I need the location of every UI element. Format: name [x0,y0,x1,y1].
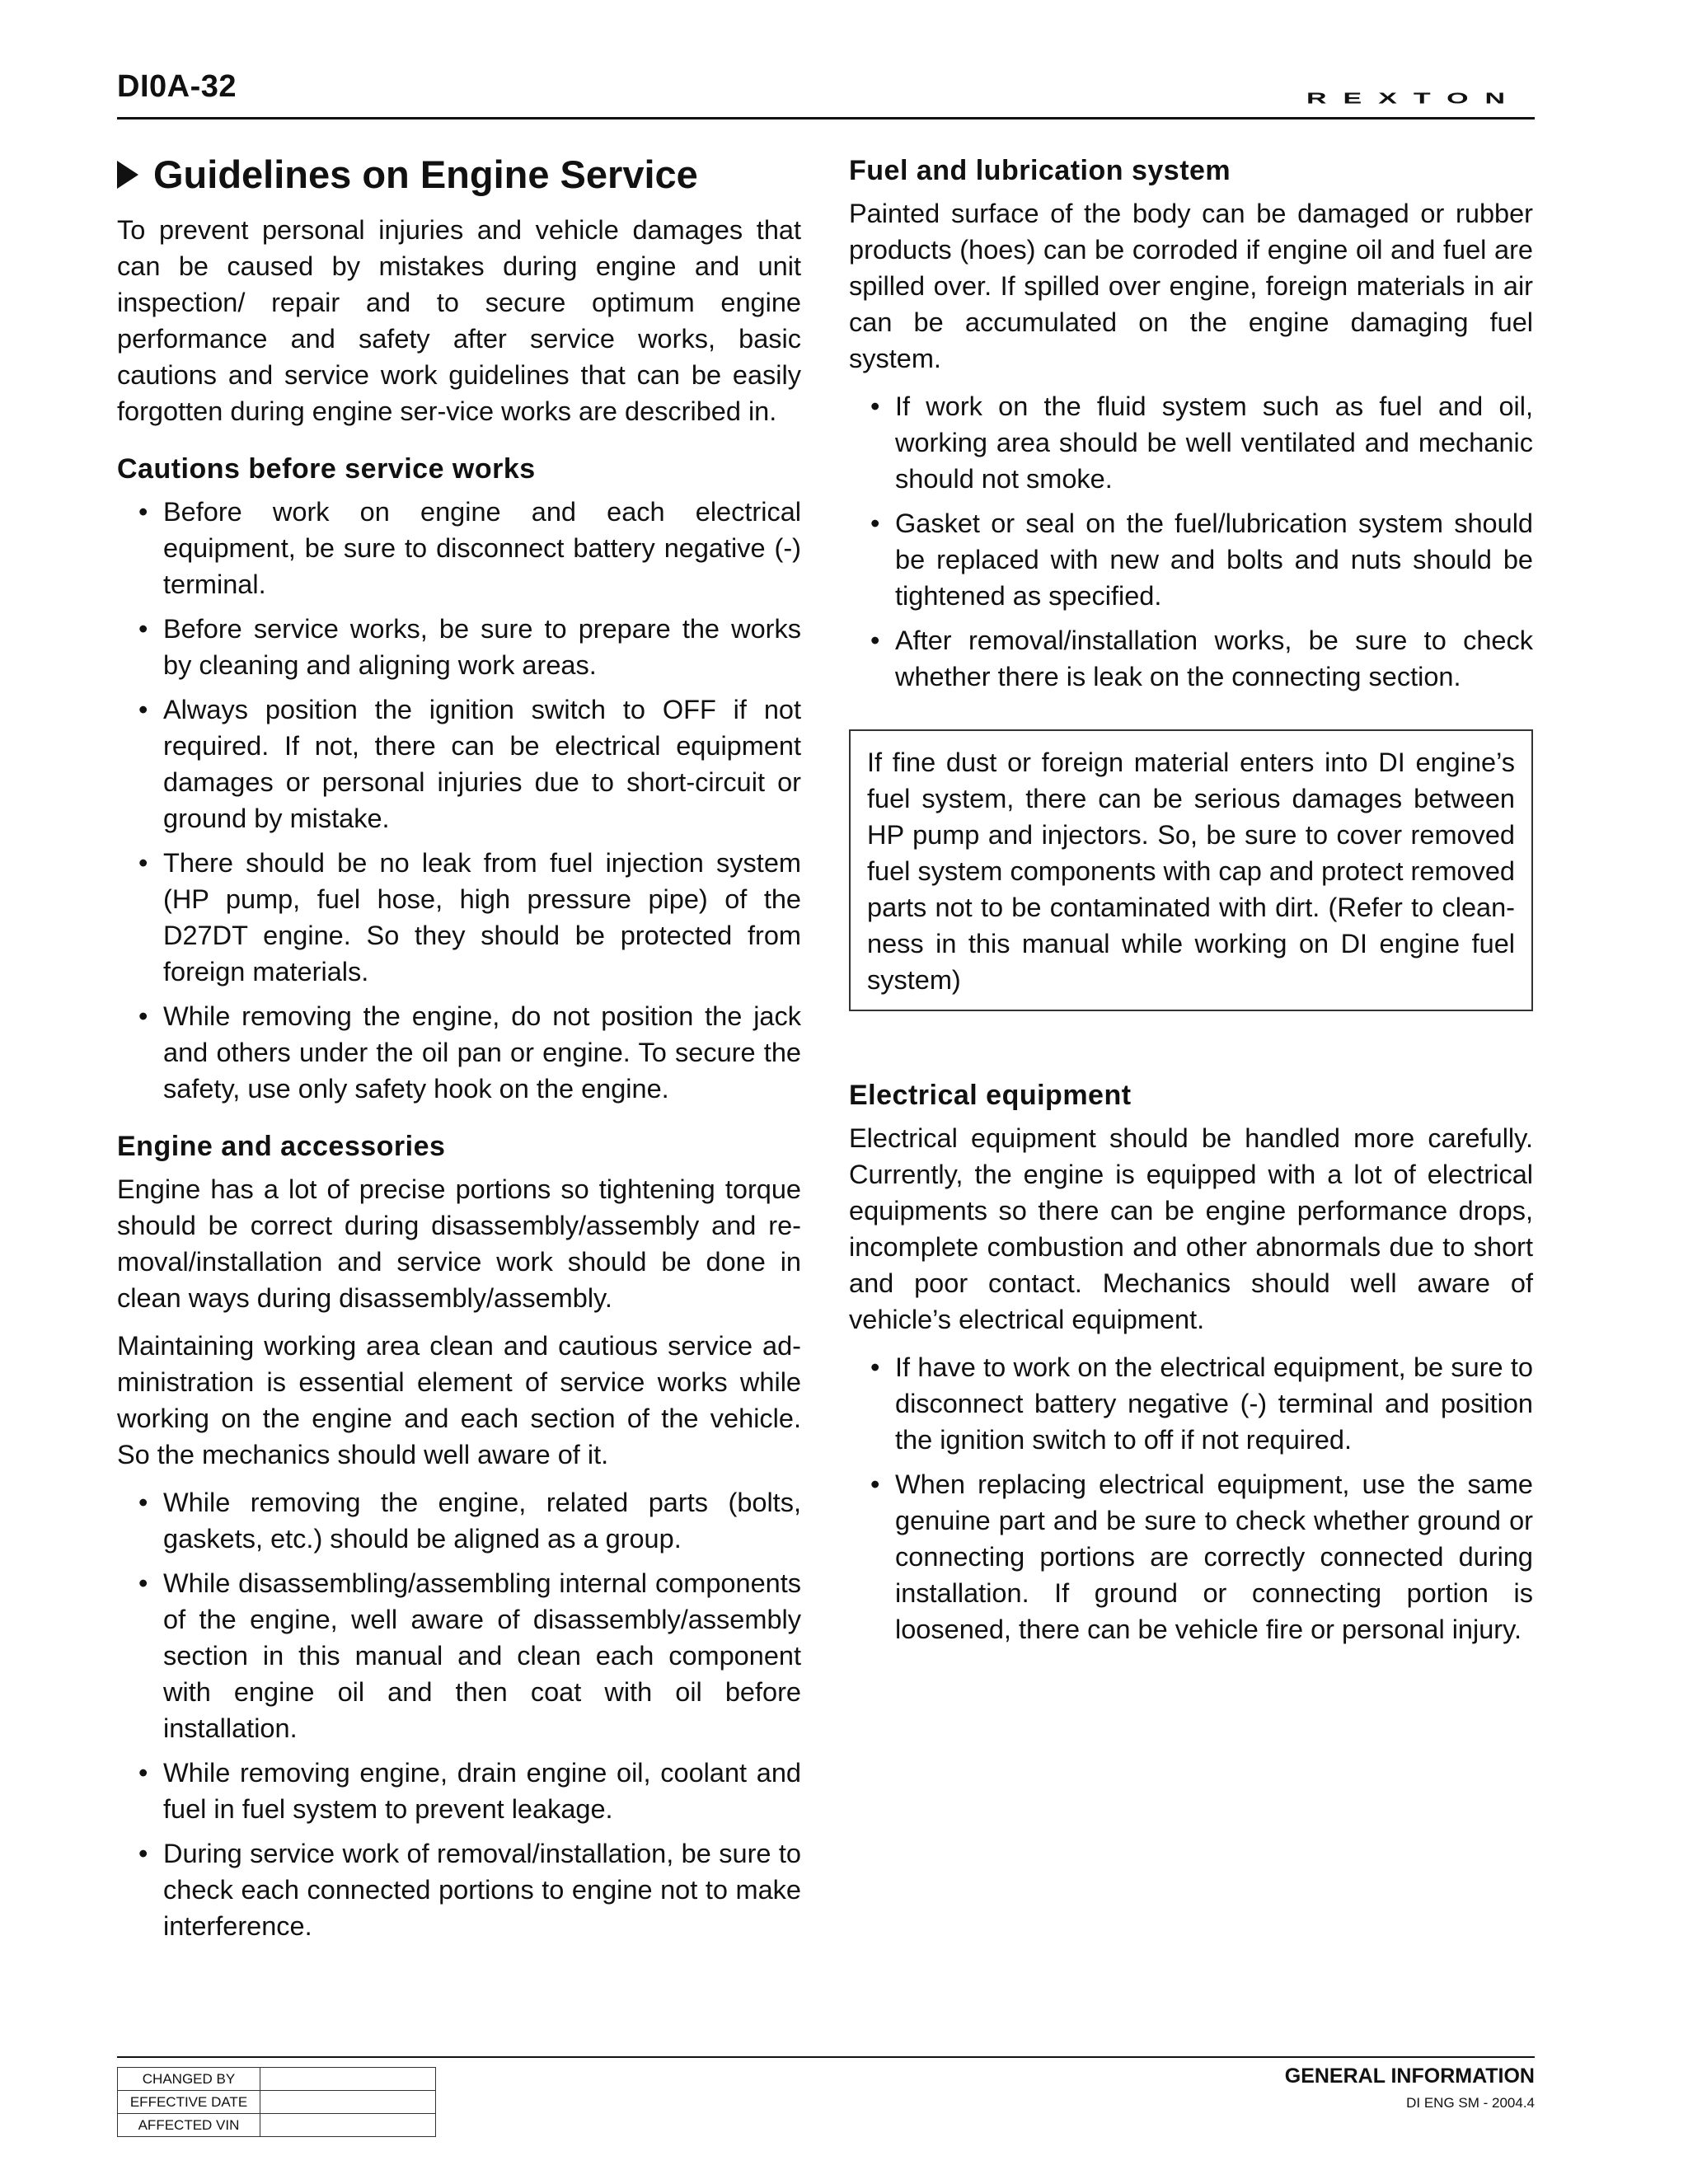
list-item: • Before service works, be sure to prepare the works by cleaning and aligning work areas. [163,611,801,683]
list-item: • Always position the ignition switch to OFF if not required. If not, there can be electrical equipment damages or personal injuries due to short-circuit or ground by mistake. [163,691,801,837]
note-box [849,729,1533,1011]
changed-by-label: CHANGED BY [118,2068,260,2091]
list-item: • When replacing electrical equipment, use the same genuine part and be sure to check whether ground or connecting portions are correctly connected during installation. If ground or connecting portion is loosened, there can be vehicle fire or personal injury. [895,1466,1533,1647]
list-item: • There should be no leak from fuel injection system (HP pump, fuel hose, high pressure pipe) of the D27DT engine. So they should be protected from foreign materials. [163,845,801,990]
affected-vin-label: AFFECTED VIN [118,2114,260,2137]
electrical-heading: Electrical equipment [849,1080,1132,1111]
left-column [117,152,801,1952]
note-text: If fine dust or foreign material enters into DI engine’s fuel system, there can be serious damages between HP pump and injectors. So, be sure to cover removed fuel system components with cap and protect removed parts not to be contaminated with dirt. (Refer to clean-ness in this manual while working on DI engine fuel system) [867,748,1515,995]
cautions-heading: Cautions before service works [117,453,536,485]
footer-rule [117,2056,1535,2058]
play-arrow-icon [117,161,138,189]
list-item: • While removing engine, drain engine oil, coolant and fuel in fuel system to prevent leakage. [163,1755,801,1827]
affected-vin-value [260,2114,436,2137]
right-column [849,152,1533,1656]
cautions-list [117,494,801,1107]
electrical-paragraph: Electrical equipment should be handled more carefully. Currently, the engine is equipped with a lot of electrical equipments so there can be engine performance drops, incomplete combustion and other abnormals due to short and poor contact. Mechanics should well aware of vehicle’s electrical equipment. [849,1123,1533,1334]
table-row [118,2091,436,2114]
fuel-heading: Fuel and lubrication system [849,155,1231,186]
footer-section-title: GENERAL INFORMATION [1284,2064,1535,2088]
fuel-paragraph: Painted surface of the body can be damaged or rubber products (hoes) can be corroded if engine oil and fuel are spilled over. If spilled over engine, foreign materials in air can be accumulated on the engine damaging fuel system. [849,199,1533,373]
rexton-logo: REXTON [1306,89,1522,107]
list-item: • If have to work on the electrical equipment, be sure to disconnect battery negative (-) terminal and position the ignition switch to off if not required. [895,1349,1533,1458]
list-item: • Before work on engine and each electrical equipment, be sure to disconnect battery negative (-) terminal. [163,494,801,602]
revision-table [117,2067,436,2137]
effective-date-label: EFFECTIVE DATE [118,2091,260,2114]
section-title [117,152,801,197]
changed-by-value [260,2068,436,2091]
list-item: • While removing the engine, do not position the jack and others under the oil pan or engine. To secure the safety, use only safety hook on the engine. [163,998,801,1107]
list-item: • While removing the engine, related parts (bolts, gaskets, etc.) should be aligned as a group. [163,1484,801,1557]
engine-paragraph-1: Engine has a lot of precise portions so tightening torque should be correct during disassembly/assembly and re-moval/installation and service work should be done in clean ways during disassembly/assembly. [117,1174,801,1313]
intro-paragraph: To prevent personal injuries and vehicle damages that can be caused by mistakes during engine and unit inspection/ repair and to secure optimum engine performance and safety after service works, basic cautions and service work guidelines that can be easily forgotten during engine ser-vice works are described in. [117,215,801,426]
list-item: • While disassembling/assembling internal components of the engine, well aware of disassembly/assembly section in this manual and clean each component with engine oil and then coat with oil before installation. [163,1565,801,1746]
engine-heading: Engine and accessories [117,1131,446,1162]
section-title-text: Guidelines on Engine Service [153,152,698,196]
header-rule [117,117,1535,120]
effective-date-value [260,2091,436,2114]
table-row [118,2068,436,2091]
page-code: DI0A-32 [117,69,237,104]
list-item: • After removal/installation works, be sure to check whether there is leak on the connecting section. [895,622,1533,695]
footer-doc-code: DI ENG SM - 2004.4 [1406,2095,1535,2111]
electrical-list [849,1349,1533,1647]
engine-paragraph-2: Maintaining working area clean and cautious service ad-ministration is essential element of service works while working on the engine and each section of the vehicle. So the mechanics should well aware of it. [117,1331,801,1469]
fuel-list [849,388,1533,695]
table-row [118,2114,436,2137]
list-item: • Gasket or seal on the fuel/lubrication system should be replaced with new and bolts and nuts should be tightened as specified. [895,505,1533,614]
list-item: • If work on the fluid system such as fuel and oil, working area should be well ventilated and mechanic should not smoke. [895,388,1533,497]
list-item: • During service work of removal/installation, be sure to check each connected portions to engine not to make interference. [163,1835,801,1944]
engine-list [117,1484,801,1944]
